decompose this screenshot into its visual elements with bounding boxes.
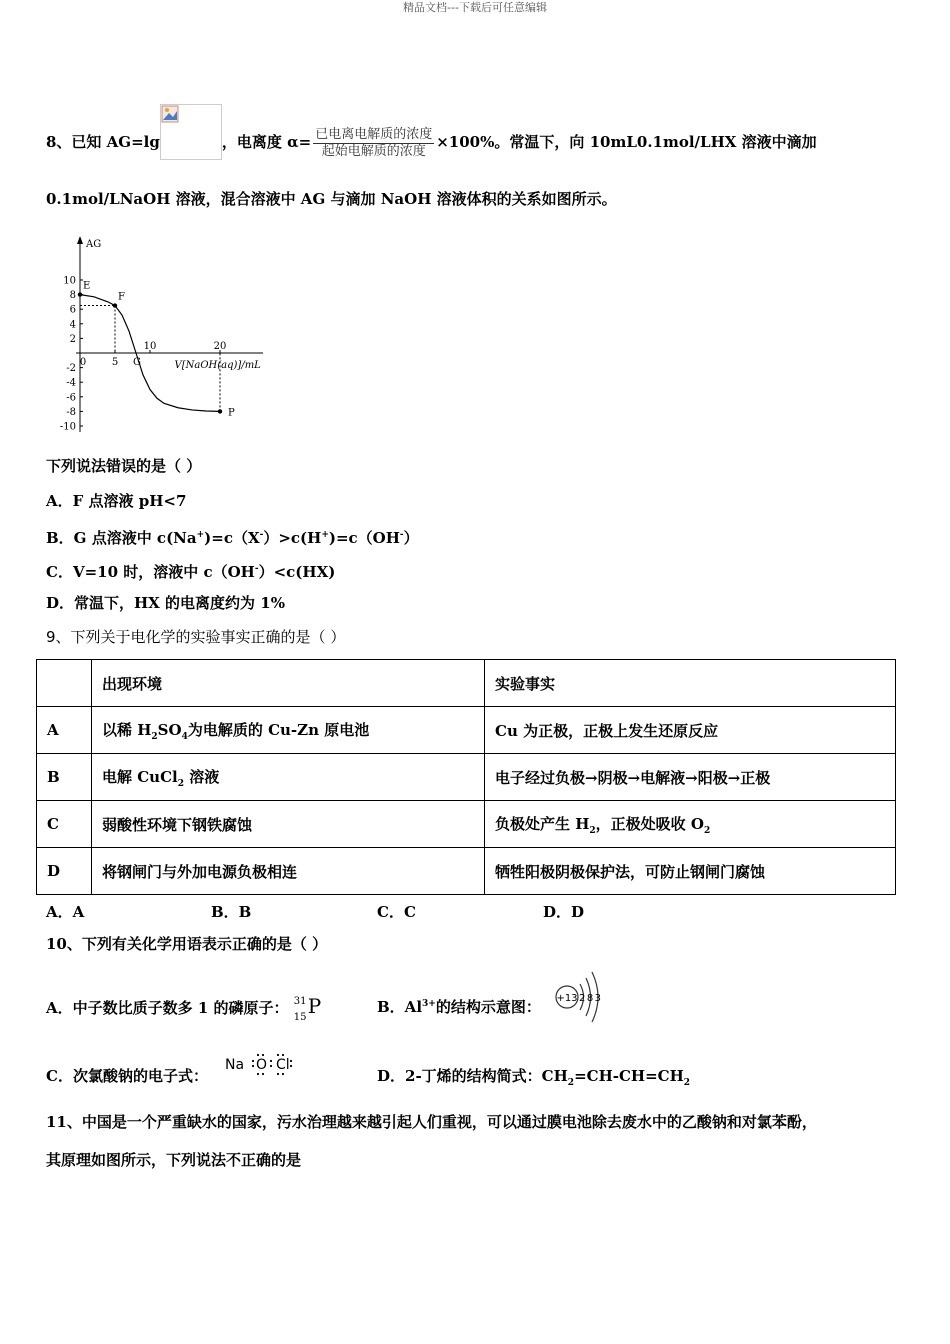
sodium-hypochlorite-electron-formula: [224, 1052, 296, 1078]
x-tick-label: 20: [213, 341, 227, 352]
row-key: D: [37, 848, 92, 895]
point-label-e: E: [83, 280, 91, 292]
q9-option-a: A．A: [46, 903, 85, 921]
svg-text:283: 283: [579, 993, 601, 1004]
q10-option-c: C．次氯酸钠的电子式：: [46, 1067, 208, 1085]
q8-option-d: D．常温下，HX 的电离度约为 1%: [46, 594, 285, 612]
q9-stem: 9、下列关于电化学的实验事实正确的是（ ）: [46, 628, 346, 646]
row-fact: Cu 为正极，正极上发生还原反应: [485, 707, 896, 754]
row-fact: 负极处产生 $H_2$，正极处吸收 $O_2$: [485, 801, 896, 848]
y-tick-label: -6: [66, 392, 76, 404]
ionization-fraction: $\frac{\text{已电离电解质的浓度}}{\text{起始电解质的浓度}}$: [315, 126, 433, 159]
table-row: [37, 848, 896, 895]
table-header-cell: 实验事实: [485, 660, 896, 707]
q10-stem: 10、下列有关化学用语表示正确的是（ ）: [46, 935, 328, 953]
point-e: [78, 292, 82, 296]
row-environment: 弱酸性环境下钢铁腐蚀: [92, 801, 485, 848]
row-environment: 将钢闸门与外加电源负极相连: [92, 848, 485, 895]
table-row: [37, 801, 896, 848]
x-axis-label: V[NaOH(aq)]/mL: [174, 360, 261, 371]
ag-volume-chart: [55, 232, 280, 432]
point-label-g: G: [133, 357, 141, 368]
q8-option-b: B．G 点溶液中 c(Na+)=c（X-）>c(H+)=c（OH-）: [46, 529, 419, 547]
y-tick-label: 6: [69, 304, 76, 316]
row-fact: 牺牲阳极阴极保护法，可防止钢闸门腐蚀: [485, 848, 896, 895]
table-row: [37, 707, 896, 754]
row-environment: 以稀 $H_2SO_4$为电解质的 Cu-Zn 原电池: [92, 707, 485, 754]
q9-table: [36, 659, 896, 895]
y-axis-arrow: [77, 236, 83, 244]
table-header-row: [37, 660, 896, 707]
row-environment: 电解 CuCl$_2$ 溶液: [92, 754, 485, 801]
y-axis-label: AG: [86, 239, 102, 250]
point-f: [113, 303, 117, 307]
y-tick-label: -8: [66, 406, 76, 418]
table-header-cell: 出现环境: [92, 660, 485, 707]
q8-stem: 下列说法错误的是（ ）: [46, 457, 202, 475]
table-header-cell: [37, 660, 92, 707]
point-label-f: F: [118, 291, 125, 303]
q10-option-d: D．2-丁烯的结构简式：$CH_2=CH-CH=CH_2$: [377, 1067, 691, 1088]
y-tick-label: -2: [66, 363, 76, 375]
y-tick-label: -4: [66, 377, 76, 389]
y-tick-label: 2: [69, 333, 76, 345]
table-row: [37, 754, 896, 801]
phosphorus-nuclide: 31 15 P: [293, 994, 322, 1023]
formula-image-placeholder: [160, 104, 222, 160]
q9-option-b: B．B: [211, 903, 252, 921]
q10-option-a: A．中子数比质子数多 1 的磷原子： 31 15 P: [46, 994, 328, 1024]
q8-line1: 8、已知 AG=lg ，电离度 α= $\frac{\text{已电离电解质的浓度}}{\text{起始电解质的浓度}}$ ×100%。常温下，向 10mL0.1mol/LHX 溶液中滴加: [46, 126, 817, 160]
q8-option-a: A．F 点溶液 pH<7: [46, 492, 187, 510]
al-ion-structure-diagram: [550, 966, 610, 1028]
row-key: C: [37, 801, 92, 848]
q8-option-c: C．V=10 时，溶液中 c（OH-）<c(HX): [46, 563, 336, 581]
row-key: A: [37, 707, 92, 754]
q10-option-b: B．$Al^{3+}$的结构示意图：: [377, 998, 541, 1016]
row-fact: 电子经过负极→阴极→电解液→阳极→正极: [485, 754, 896, 801]
x-tick-label: 0: [79, 357, 87, 368]
y-tick-label: 4: [69, 319, 76, 331]
x-tick-label: 10: [143, 341, 157, 352]
broken-image-icon: [161, 105, 179, 123]
row-key: B: [37, 754, 92, 801]
svg-text:Na: Na: [225, 1057, 245, 1073]
svg-text:+13: +13: [556, 993, 578, 1004]
y-tick-label: 8: [69, 290, 76, 302]
y-tick-label: -10: [59, 421, 76, 432]
q9-option-c: C．C: [377, 903, 416, 921]
x-tick-label: 5: [111, 357, 119, 368]
page-header: 精品文档---下载后可任意编辑: [403, 1, 547, 14]
svg-text:O: O: [256, 1057, 268, 1073]
q11-line1: 11、中国是一个严重缺水的国家，污水治理越来越引起人们重视，可以通过膜电池除去废水中的乙酸钠和对氯苯酚，: [46, 1113, 817, 1131]
q11-line2: 其原理如图所示，下列说法不正确的是: [46, 1151, 302, 1169]
point-p: [218, 409, 222, 413]
svg-text:Cl: Cl: [276, 1057, 290, 1073]
q8-line2: 0.1mol/LNaOH 溶液，混合溶液中 AG 与滴加 NaOH 溶液体积的关系如图所示。: [46, 190, 617, 208]
point-label-p: P: [228, 407, 235, 419]
y-tick-label: 10: [63, 275, 76, 287]
q9-option-d: D．D: [543, 903, 585, 921]
